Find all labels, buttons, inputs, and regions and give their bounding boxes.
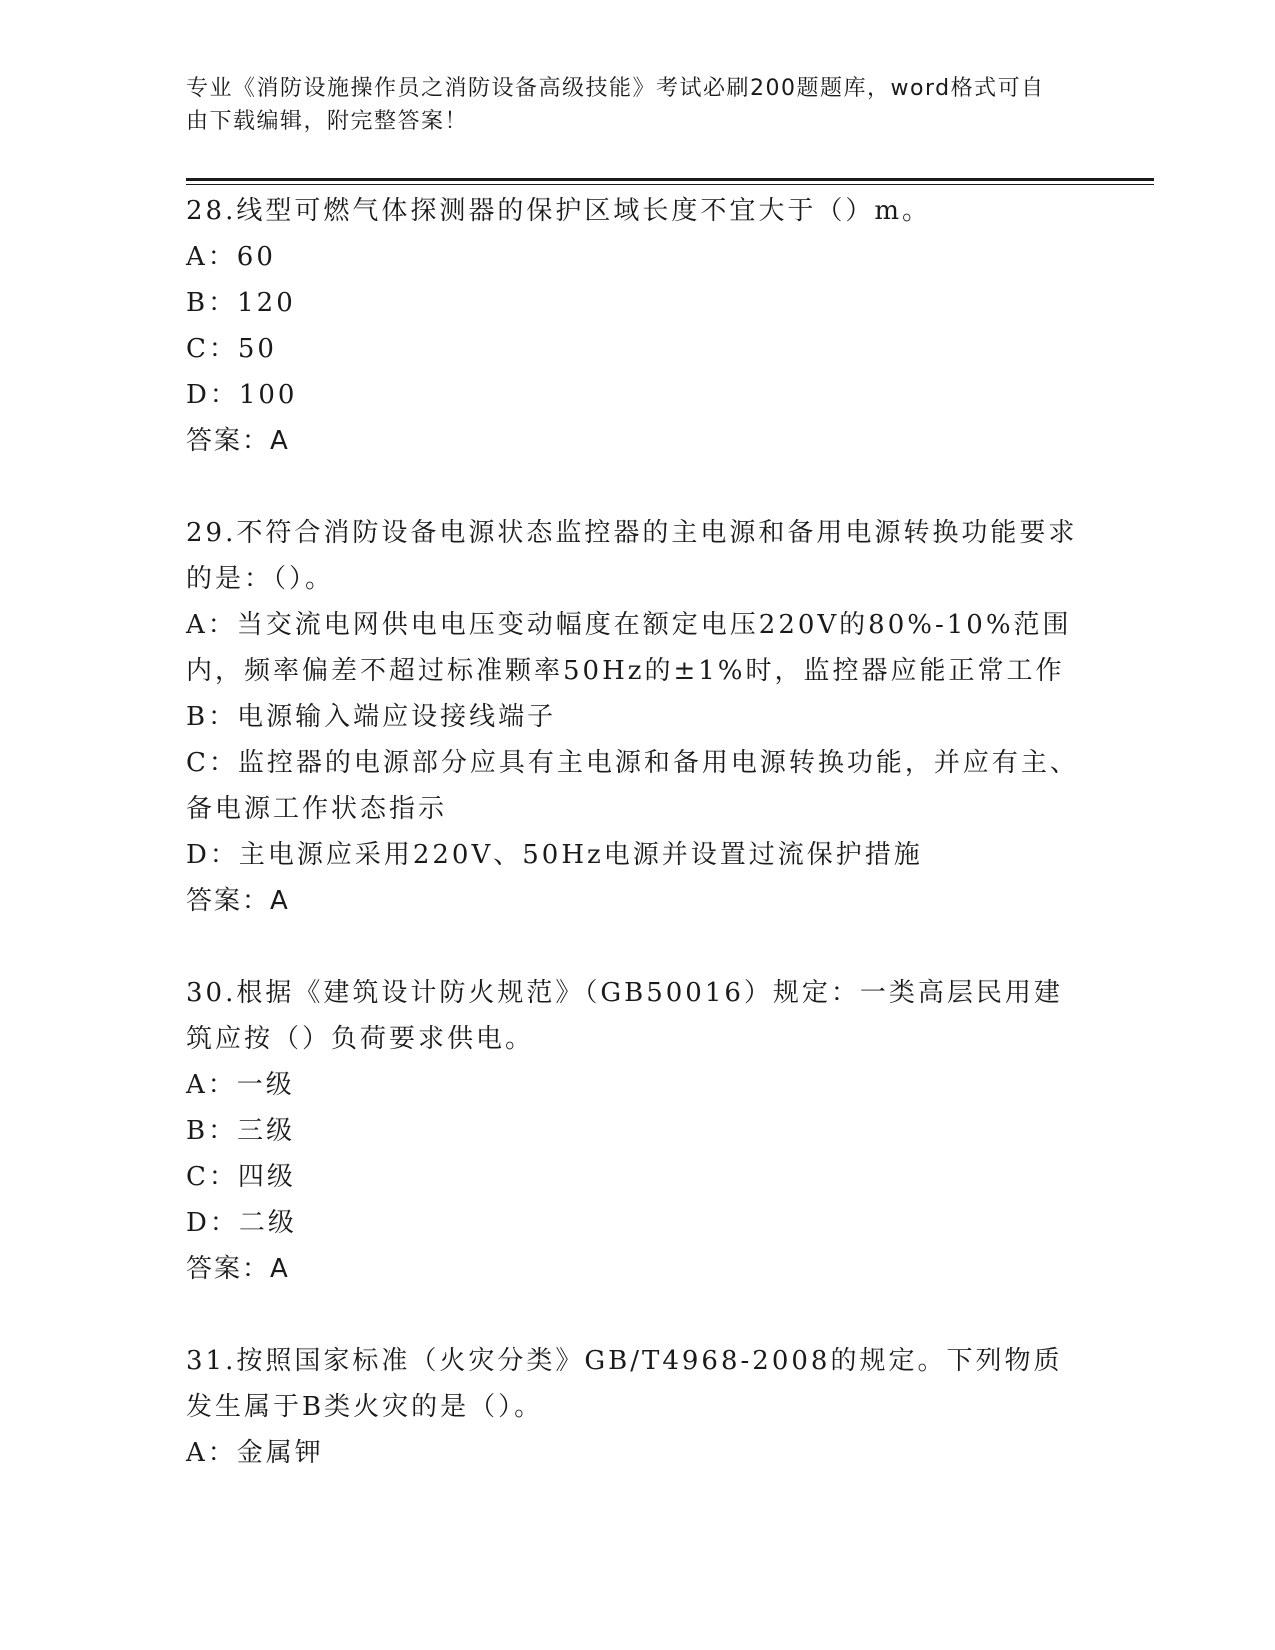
option-c: C：四级: [186, 1162, 296, 1192]
option-a: A：60: [186, 242, 276, 272]
question-stem: 29.不符合消防设备电源状态监控器的主电源和备用电源转换功能要求的是：（）。: [186, 518, 1078, 594]
answer-label: 答案：A: [186, 1254, 290, 1284]
option-b: B：120: [186, 288, 296, 318]
question-30: [186, 970, 1086, 1292]
question-29: [186, 510, 1086, 924]
option-d: D：主电源应采用220V、50Hz电源并设置过流保护措施: [186, 840, 923, 870]
option-c: C：监控器的电源部分应具有主电源和备用电源转换功能，并应有主、备电源工作状态指示: [186, 748, 1079, 824]
question-31: [186, 1338, 1086, 1476]
answer-label: 答案：A: [186, 886, 290, 916]
option-d: D：100: [186, 380, 298, 410]
header-divider-thin: [186, 184, 1154, 185]
option-d: D：二级: [186, 1208, 297, 1238]
question-list: [186, 188, 1086, 1522]
question-28: [186, 188, 1086, 464]
option-a: A：当交流电网供电电压变动幅度在额定电压220V的80%-10%范围内，频率偏差不超过标准颗率50Hz的±1%时，监控器应能正常工作: [186, 610, 1072, 686]
option-b: B：三级: [186, 1116, 296, 1146]
option-c: C：50: [186, 334, 277, 364]
header-divider-thick: [186, 178, 1154, 181]
option-a: A：金属钾: [186, 1438, 324, 1468]
document-header: 专业《消防设施操作员之消防设备高级技能》考试必刷200题题库，word格式可自由下载编辑，附完整答案！: [186, 76, 1045, 134]
question-stem: 28.线型可燃气体探测器的保护区域长度不宜大于（）m。: [186, 196, 932, 226]
question-stem: 31.按照国家标准（火灾分类》GB/T4968-2008的规定。下列物质发生属于B类火灾的是（）。: [186, 1346, 1063, 1422]
answer-label: 答案：A: [186, 426, 290, 456]
option-a: A：一级: [186, 1070, 295, 1100]
option-b: B：电源输入端应设接线端子: [186, 702, 557, 732]
question-stem: 30.根据《建筑设计防火规范》（GB50016）规定：一类高层民用建筑应按（）负荷要求供电。: [186, 978, 1063, 1054]
